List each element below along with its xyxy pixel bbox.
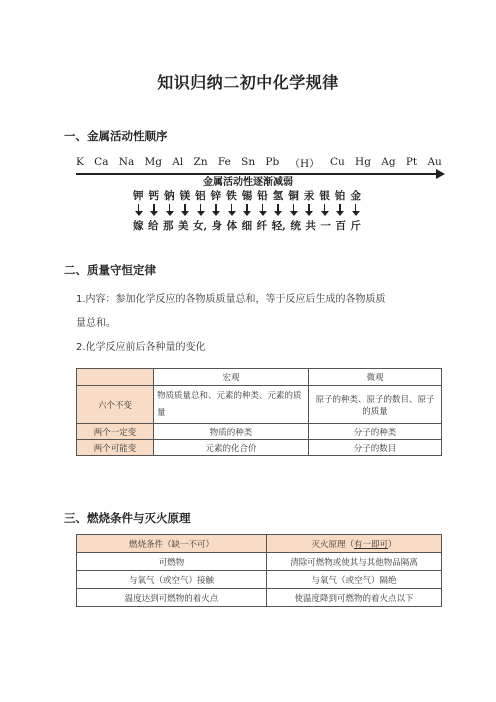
condition-cell: 温度达到可燃物的着火点 bbox=[77, 589, 267, 607]
macro-cell bbox=[154, 386, 309, 424]
metal-symbol: （H） bbox=[289, 158, 320, 170]
section-3-heading: 三、燃烧条件与灭火原理 bbox=[64, 511, 191, 525]
condition-cell: 与氧气（或空气）接触 bbox=[77, 571, 267, 589]
down-arrows-row bbox=[133, 204, 361, 216]
header-extinguish-text: ） bbox=[388, 539, 397, 550]
metal-symbol: Sn bbox=[241, 156, 256, 168]
principle-cell: 与氧气（或空气）隔绝 bbox=[267, 571, 442, 589]
combustion-table bbox=[76, 534, 442, 607]
metal-name: 钠 bbox=[164, 190, 175, 202]
mnemonic-char: 体 bbox=[226, 220, 238, 232]
mnemonic-char: 统 bbox=[290, 220, 301, 232]
metal-symbol: Fe bbox=[217, 156, 231, 168]
mnemonic-char: 一 bbox=[320, 220, 331, 232]
arrow-down-icon bbox=[242, 204, 253, 216]
row-label-cell: 两个可能变 bbox=[77, 440, 154, 456]
arrow-down-icon bbox=[195, 204, 206, 216]
metal-symbol: K bbox=[76, 156, 84, 168]
mnemonic-char: 轻, bbox=[271, 220, 286, 232]
mnemonic-row bbox=[133, 218, 361, 233]
metal-name: 钙 bbox=[148, 190, 160, 202]
metal-name: 锡 bbox=[241, 190, 253, 202]
metal-names-row bbox=[133, 188, 361, 203]
metal-symbol: Ag bbox=[381, 156, 396, 168]
header-corner-cell bbox=[77, 369, 154, 386]
condition-cell: 可燃物 bbox=[77, 553, 267, 571]
mnemonic-char: 身 bbox=[211, 220, 223, 232]
arrow-label: 金属活动性逐渐减弱 bbox=[203, 177, 293, 188]
metal-name: 金 bbox=[350, 190, 361, 202]
mnemonic-char: 女, bbox=[193, 220, 208, 232]
row-label-cell: 六个不变 bbox=[77, 386, 154, 424]
arrow-down-icon bbox=[350, 204, 361, 216]
arrow-down-icon bbox=[319, 204, 330, 216]
macro-cell-line: 物质质量总和、元素的种类、元素的质 bbox=[157, 390, 302, 401]
metal-symbol: Cu bbox=[329, 156, 345, 168]
mnemonic-char: 斤 bbox=[350, 220, 361, 232]
metal-symbol: Pt bbox=[405, 156, 418, 168]
metal-symbol: Mg bbox=[144, 156, 162, 168]
mnemonic-char: 共 bbox=[305, 220, 316, 232]
header-macro-cell: 宏观 bbox=[154, 369, 309, 386]
mnemonic-char: 百 bbox=[335, 220, 346, 232]
arrow-down-icon bbox=[226, 204, 237, 216]
metal-name: 汞 bbox=[303, 190, 315, 202]
arrow-down-icon bbox=[180, 204, 191, 216]
metal-name: 锌 bbox=[210, 190, 222, 202]
content-line-2: 量总和。 bbox=[76, 318, 116, 329]
metal-symbol: Zn bbox=[193, 156, 208, 168]
macro-cell: 物质的种类 bbox=[154, 424, 309, 440]
table-row bbox=[77, 571, 442, 589]
table-row bbox=[77, 440, 442, 456]
macro-cell-line: 量 bbox=[157, 407, 166, 418]
metal-name: 镁 bbox=[179, 190, 191, 202]
metal-symbol: Al bbox=[172, 156, 184, 168]
micro-cell: 分子的种类 bbox=[309, 424, 442, 440]
header-extinguish-text: 灭火原理（ bbox=[311, 539, 354, 550]
mnemonic-char: 那 bbox=[163, 220, 174, 232]
metal-name: 银 bbox=[319, 190, 330, 202]
mnemonic-char: 给 bbox=[148, 220, 159, 232]
mnemonic-char: 嫁 bbox=[133, 220, 144, 232]
section-2-heading: 二、质量守恒定律 bbox=[64, 263, 156, 277]
metal-name: 铂 bbox=[334, 190, 346, 202]
micro-cell: 分子的数目 bbox=[309, 440, 442, 456]
mnemonic-char: 纤 bbox=[256, 220, 268, 232]
arrow-down-icon bbox=[257, 204, 268, 216]
metal-symbol: Na bbox=[118, 156, 135, 168]
row-label-cell: 两个一定变 bbox=[77, 424, 154, 440]
table-row bbox=[77, 386, 442, 424]
metal-symbol: Hg bbox=[355, 156, 371, 168]
arrow-down-icon bbox=[164, 204, 175, 216]
table-header-row bbox=[77, 535, 442, 553]
arrow-down-icon bbox=[304, 204, 315, 216]
metal-symbol: Ca bbox=[94, 156, 109, 168]
content-line-3: 2.化学反应前后各种量的变化 bbox=[76, 342, 206, 353]
principle-cell: 清除可燃物或使其与其他物品隔离 bbox=[267, 553, 442, 571]
metal-symbol: Au bbox=[427, 156, 442, 168]
table-row bbox=[77, 589, 442, 607]
section-1-heading: 一、金属活动性顺序 bbox=[64, 129, 168, 143]
arrow-down-icon bbox=[288, 204, 299, 216]
conservation-table bbox=[76, 368, 442, 456]
arrow-down-icon bbox=[133, 204, 144, 216]
table-row bbox=[77, 553, 442, 571]
metal-symbol: Pb bbox=[265, 156, 280, 168]
mnemonic-char: 细 bbox=[241, 220, 253, 232]
metal-name: 铁 bbox=[226, 190, 237, 202]
header-extinguish-emphasis: 有一即可 bbox=[353, 539, 388, 550]
content-line-1: 1.内容：参加化学反应的各物质质量总和，等于反应后生成的各物质质 bbox=[76, 294, 386, 305]
table-header-row bbox=[77, 369, 442, 386]
header-extinguish-cell bbox=[267, 535, 442, 553]
metal-name: 钾 bbox=[133, 190, 144, 202]
arrow-down-icon bbox=[335, 204, 346, 216]
metal-name: 铜 bbox=[288, 190, 299, 202]
page-title: 知识归纳二初中化学规律 bbox=[157, 73, 339, 92]
metal-name: 氢 bbox=[272, 190, 284, 202]
arrow-down-icon bbox=[149, 204, 160, 216]
metal-name: 铝 bbox=[195, 190, 206, 202]
principle-cell: 使温度降到可燃物的着火点以下 bbox=[267, 589, 442, 607]
table-row bbox=[77, 424, 442, 440]
header-combustion-cell: 燃烧条件（缺一不可） bbox=[77, 535, 267, 553]
mnemonic-char: 美 bbox=[178, 220, 189, 232]
metal-name: 铅 bbox=[257, 190, 268, 202]
arrow-down-icon bbox=[273, 204, 284, 216]
arrow-down-icon bbox=[211, 204, 222, 216]
macro-cell: 元素的化合价 bbox=[154, 440, 309, 456]
header-micro-cell: 微观 bbox=[309, 369, 442, 386]
micro-cell: 原子的种类、原子的数目、原子的质量 bbox=[309, 386, 442, 424]
